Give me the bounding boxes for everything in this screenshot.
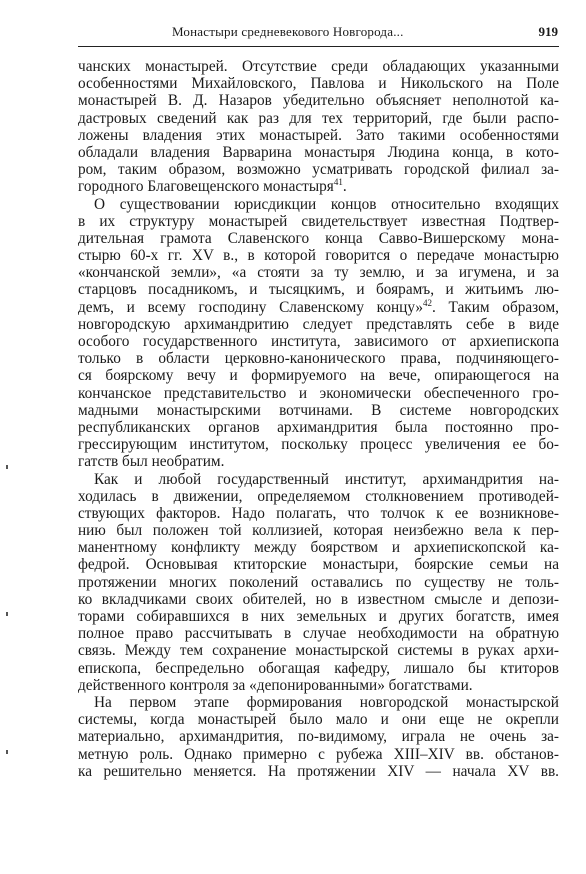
text-line: ко вкладчиками своих обителей, но в известном смысле и депози- (78, 590, 559, 608)
text-line: ся боярскому вечу и формируемого на вече, опирающегося на (78, 367, 559, 385)
text-line: федрой. Основывая ктиторские монастыри, боярские семьи на (78, 556, 559, 574)
text-line: только в области церковно-канонического права, подчиняющего- (78, 350, 559, 368)
text-line: «кончанской земли», «а стояти за ту землю, и за игумена, и за (78, 264, 559, 282)
text-line: городного Благовещенского монастыря$^{41}$. (78, 177, 347, 196)
text-line: чанских монастырей. Отсутствие среди обладающих указанными (78, 58, 559, 75)
margin-mark (6, 612, 8, 616)
text-line: Как и любой государственный институт, архимандрития на- (94, 470, 559, 488)
margin-mark (6, 750, 8, 754)
text-fragment: демъ, и всему господину Славенскому концу» (78, 298, 424, 316)
text-line: ложены владения этих монастырей. Зато такими особенностями (78, 126, 559, 144)
text-line: ром, таким образом, возможно усматривать городской филиал за- (78, 161, 559, 179)
text-line: новгородскую архимандритию следует представлять себе в виде (78, 315, 559, 333)
footnote-ref: 41 (333, 177, 343, 188)
text-fragment: . Таким образом, (432, 298, 559, 316)
text-line: дастровых сведений как раз для тех территорий, где были распо- (78, 109, 559, 127)
text-line: метную роль. Однако примерно с рубежа XIII–XIV вв. обстанов- (78, 745, 559, 763)
text-line: нию был положен той коллизией, которая неизбежно вела к пер- (78, 522, 559, 540)
text-line: в их структуру монастырей свидетельствует известная Подтвер- (78, 212, 559, 230)
text-line: особенностями Михайловского, Павлова и Никольского на Поле (78, 75, 559, 93)
text-line: ка решительно меняется. На протяжении XIV — начала XV вв. (78, 762, 559, 780)
text-line: епископа, беспредельно обогащая кафедру, лишало бы ктиторов (78, 659, 559, 677)
body-text (78, 58, 559, 780)
text-line: системы, когда монастырей было мало и они еще не окрепли (78, 711, 559, 729)
text-line: полное право рассчитывать в случае необходимости на обратную (78, 625, 559, 643)
page-number: 919 (538, 24, 558, 39)
text-line: особого государственного института, зависимого от архиепископа (78, 333, 559, 350)
text-line: ствующих факторов. Надо полагать, что толчок к ее возникнове- (78, 504, 559, 522)
text-line: О существовании юрисдикции концов относительно входящих (94, 195, 559, 213)
text-fragment: городного Благовещенского монастыря (78, 178, 334, 196)
page-header (78, 24, 558, 42)
text-line: ходилась в движении, определяемом столкновением противодей- (78, 487, 559, 505)
text-line: действенного контроля за «депонированными» богатствами. (78, 676, 473, 694)
header-rule (78, 46, 559, 47)
text-line: монастырей В. Д. Назаров убедительно объясняет неполнотой ка- (78, 92, 559, 110)
text-line: республиканских органов архимандрития была постоянно про- (78, 418, 559, 436)
text-line: протяжении многих поколений оставались по существу не толь- (78, 573, 559, 591)
text-line: дительная грамота Славенского конца Савво-Вишерскому мона- (78, 229, 559, 247)
text-line: стырю 60-х гг. XV в., в которой говорится о передаче монастырю (78, 247, 559, 265)
text-line: На первом этапе формирования новгородской монастырской (94, 693, 559, 711)
text-line: кончанское представительство и экономически обеспеченного гро- (78, 384, 559, 402)
text-line (78, 299, 559, 316)
text-line: грессирующим институтом, поскольку процесс увеличения ее бо- (78, 436, 559, 454)
text-line: мадными монастырскими вотчинами. В системе новгородских (78, 401, 559, 419)
text-line: торами собиравшихся в них земельных и других богатств, имея (78, 608, 559, 625)
running-title: Монастыри средневекового Новгорода... (172, 24, 404, 39)
text-line: старцовъ посадникомъ, и тысяцкимъ, и боярамъ, и житьимъ лю- (78, 281, 559, 299)
text-line: манентному конфликту между боярством и архиепископской ка- (78, 539, 559, 557)
footnote-ref: 42 (423, 297, 433, 308)
text-line: обладали владения Варварина монастыря Людина конца, в кото- (78, 143, 559, 161)
text-line: материально, архимандрития, по-видимому, играла не очень за- (78, 728, 559, 746)
text-line: связь. Между тем сохранение монастырской системы в руках архи- (78, 642, 559, 660)
margin-mark (6, 465, 8, 469)
text-line: гатств был необратим. (78, 453, 225, 471)
